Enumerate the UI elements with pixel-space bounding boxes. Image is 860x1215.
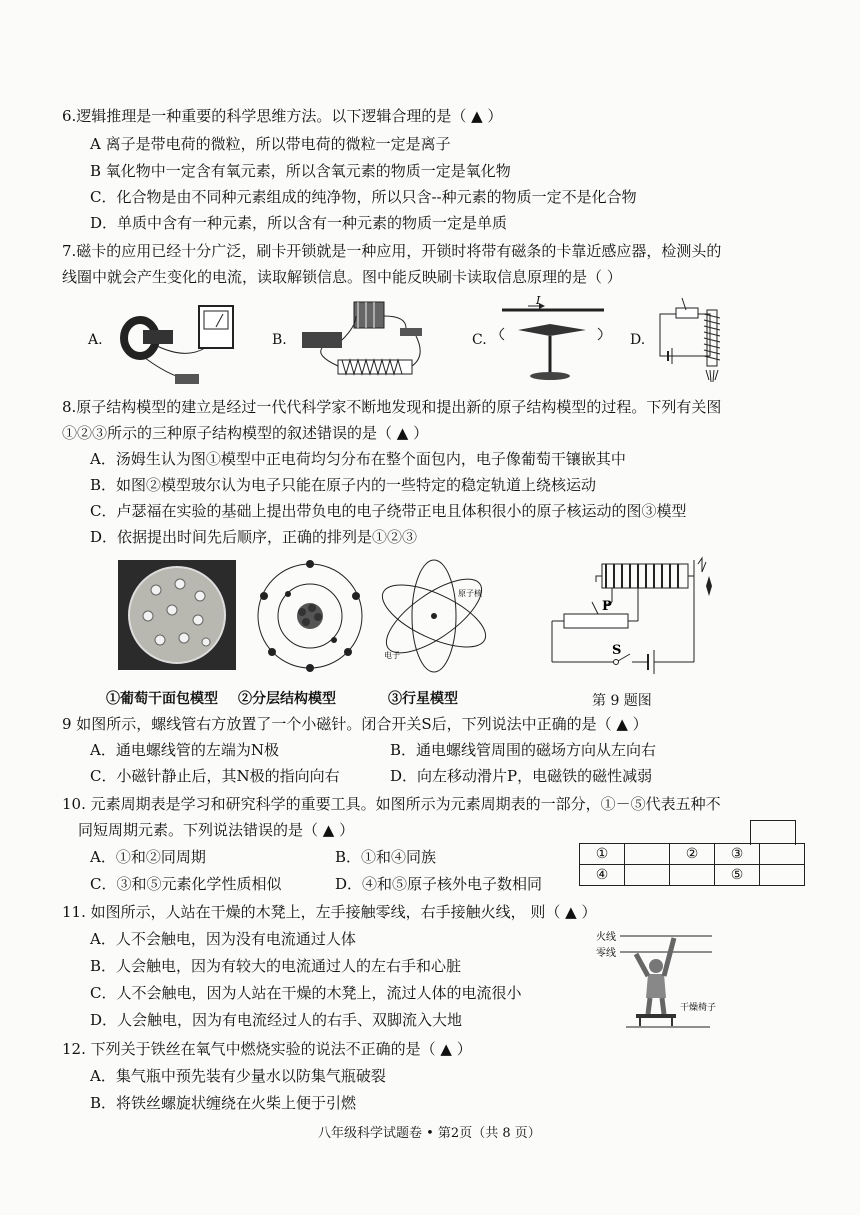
- q8-electron-label: 电子: [384, 651, 400, 660]
- q8-planetary-figure: [376, 560, 494, 672]
- q7-label-b: B.: [272, 332, 287, 348]
- q7-current-label: I: [536, 294, 541, 307]
- q10-cell-empty: [670, 865, 715, 886]
- q6-stem: 6.逻辑推理是一种重要的科学思维方法。以下逻辑合理的是（ ▲ ）: [62, 107, 503, 125]
- q10-option-d: D．④和⑤原子核外电子数相同: [335, 875, 543, 893]
- q9-option-d: D．向左移动滑片P，电磁铁的磁性减弱: [390, 767, 653, 785]
- q7-stem-line1: 7.磁卡的应用已经十分广泛，刷卡开锁就是一种应用，开锁时将带有磁条的卡靠近感应器，检测头的: [62, 242, 722, 260]
- q10-cell-5: ⑤: [715, 865, 760, 886]
- q10-stem-line2: 同短周期元素。下列说法错误的是（ ▲ ）: [78, 821, 355, 839]
- q10-stem-line1: 10. 元素周期表是学习和研究科学的重要工具。如图所示为元素周期表的一部分，①－⑤代表五种不: [62, 795, 721, 813]
- q9-label-s: S: [612, 643, 622, 658]
- q11-option-a: A．人不会触电，因为没有电流通过人体: [90, 930, 356, 948]
- q6-option-c: C．化合物是由不同种元素组成的纯净物，所以只含--种元素的物质一定不是化合物: [90, 188, 637, 206]
- q8-nucleus-label: 原子核: [458, 589, 482, 598]
- q10-periodic-table: [579, 843, 805, 886]
- q6-option-b: B 氧化物中一定含有氧元素，所以含氧元素的物质一定是氧化物: [90, 162, 511, 180]
- q9-stem: 9 如图所示，螺线管右方放置了一个小磁针。闭合开关S后，下列说法中正确的是（ ▲ ）: [62, 715, 648, 733]
- q7-label-c: C.: [472, 332, 487, 348]
- q10-cell-3: ③: [715, 844, 760, 865]
- q10-option-a: A．①和②同周期: [90, 848, 206, 866]
- q10-cell-4: ④: [580, 865, 625, 886]
- q7-figure-a: [115, 300, 255, 390]
- q11-option-c: C．人不会触电，因为人站在干燥的木凳上，流过人体的电流很小: [90, 984, 522, 1002]
- q8-stem-line2: ①②③所示的三种原子结构模型的叙述错误的是（ ▲ ）: [62, 424, 429, 442]
- q10-option-c: C．③和⑤元素化学性质相似: [90, 875, 282, 893]
- q12-option-a: A．集气瓶中预先装有少量水以防集气瓶破裂: [90, 1067, 386, 1085]
- q7-figure-b: [296, 296, 436, 386]
- page-footer: 八年级科学试题卷 • 第2页（共 8 页）: [318, 1126, 541, 1141]
- q8-bohr-figure: [254, 560, 366, 672]
- q11-label-neutral: 零线: [596, 948, 616, 959]
- q11-option-b: B．人会触电，因为有较大的电流通过人的左右手和心脏: [90, 957, 462, 975]
- q11-label-live: 火线: [596, 932, 616, 943]
- q9-option-b: B．通电螺线管周围的磁场方向从左向右: [390, 741, 657, 759]
- q12-stem: 12. 下列关于铁丝在氧气中燃烧实验的说法不正确的是（ ▲ ）: [62, 1040, 472, 1058]
- q7-label-d: D.: [630, 332, 646, 348]
- q8-caption-3: ③行星模型: [388, 691, 458, 707]
- q6-option-a: A 离子是带电荷的微粒，所以带电荷的微粒一定是离子: [90, 135, 451, 153]
- q9-solenoid-figure: [552, 558, 712, 676]
- q11-label-stool: 干燥椅子: [680, 1003, 717, 1013]
- q9-option-a: A．通电螺线管的左端为N极: [90, 741, 279, 759]
- q10-cell-empty: [760, 865, 805, 886]
- q11-stem: 11. 如图所示，人站在干燥的木凳上，左手接触零线，右手接触火线， 则（ ▲ ）: [62, 903, 597, 921]
- q7-figure-c: [488, 296, 618, 386]
- q11-person-figure: [596, 926, 716, 1032]
- q8-option-b: B．如图②模型玻尔认为电子只能在原子内的一些特定的稳定轨道上绕核运动: [90, 476, 597, 494]
- q9-caption: 第 9 题图: [592, 693, 652, 709]
- q10-cell-empty: [760, 844, 805, 865]
- q11-option-d: D．人会触电，因为有电流经过人的右手、双脚流入大地: [90, 1011, 463, 1029]
- q7-figure-d: [652, 296, 732, 386]
- q8-option-a: A．汤姆生认为图①模型中正电荷均匀分布在整个面包内，电子像葡萄干镶嵌其中: [90, 450, 626, 468]
- q10-option-b: B．①和④同族: [335, 848, 437, 866]
- q10-cell-1: ①: [580, 844, 625, 865]
- q8-plum-pudding-figure: [118, 560, 236, 670]
- q10-cell-empty: [625, 865, 670, 886]
- q8-caption-1: ①葡萄干面包模型: [106, 691, 218, 707]
- q10-table-top-cell: [750, 820, 796, 845]
- q8-caption-2: ②分层结构模型: [238, 691, 336, 707]
- q6-option-d: D．单质中含有一种元素，所以含有一种元素的物质一定是单质: [90, 214, 508, 232]
- q8-option-d: D．依据提出时间先后顺序，正确的排列是①②③: [90, 528, 418, 546]
- q7-stem-line2: 线圈中就会产生变化的电流，读取解锁信息。图中能反映刷卡读取信息原理的是（ ）: [62, 268, 622, 286]
- q8-option-c: C．卢瑟福在实验的基础上提出带负电的电子绕带正电且体积很小的原子核运动的图③模型: [90, 502, 687, 520]
- q9-label-p: P: [602, 599, 612, 614]
- q10-cell-empty: [625, 844, 670, 865]
- q7-label-a: A.: [88, 332, 103, 348]
- q8-stem-line1: 8.原子结构模型的建立是经过一代代科学家不断地发现和提出新的原子结构模型的过程。下列有关图: [62, 398, 722, 416]
- q10-cell-2: ②: [670, 844, 715, 865]
- q12-option-b: B．将铁丝螺旋状缠绕在火柴上便于引燃: [90, 1094, 357, 1112]
- q9-option-c: C．小磁针静止后，其N极的指向向右: [90, 767, 340, 785]
